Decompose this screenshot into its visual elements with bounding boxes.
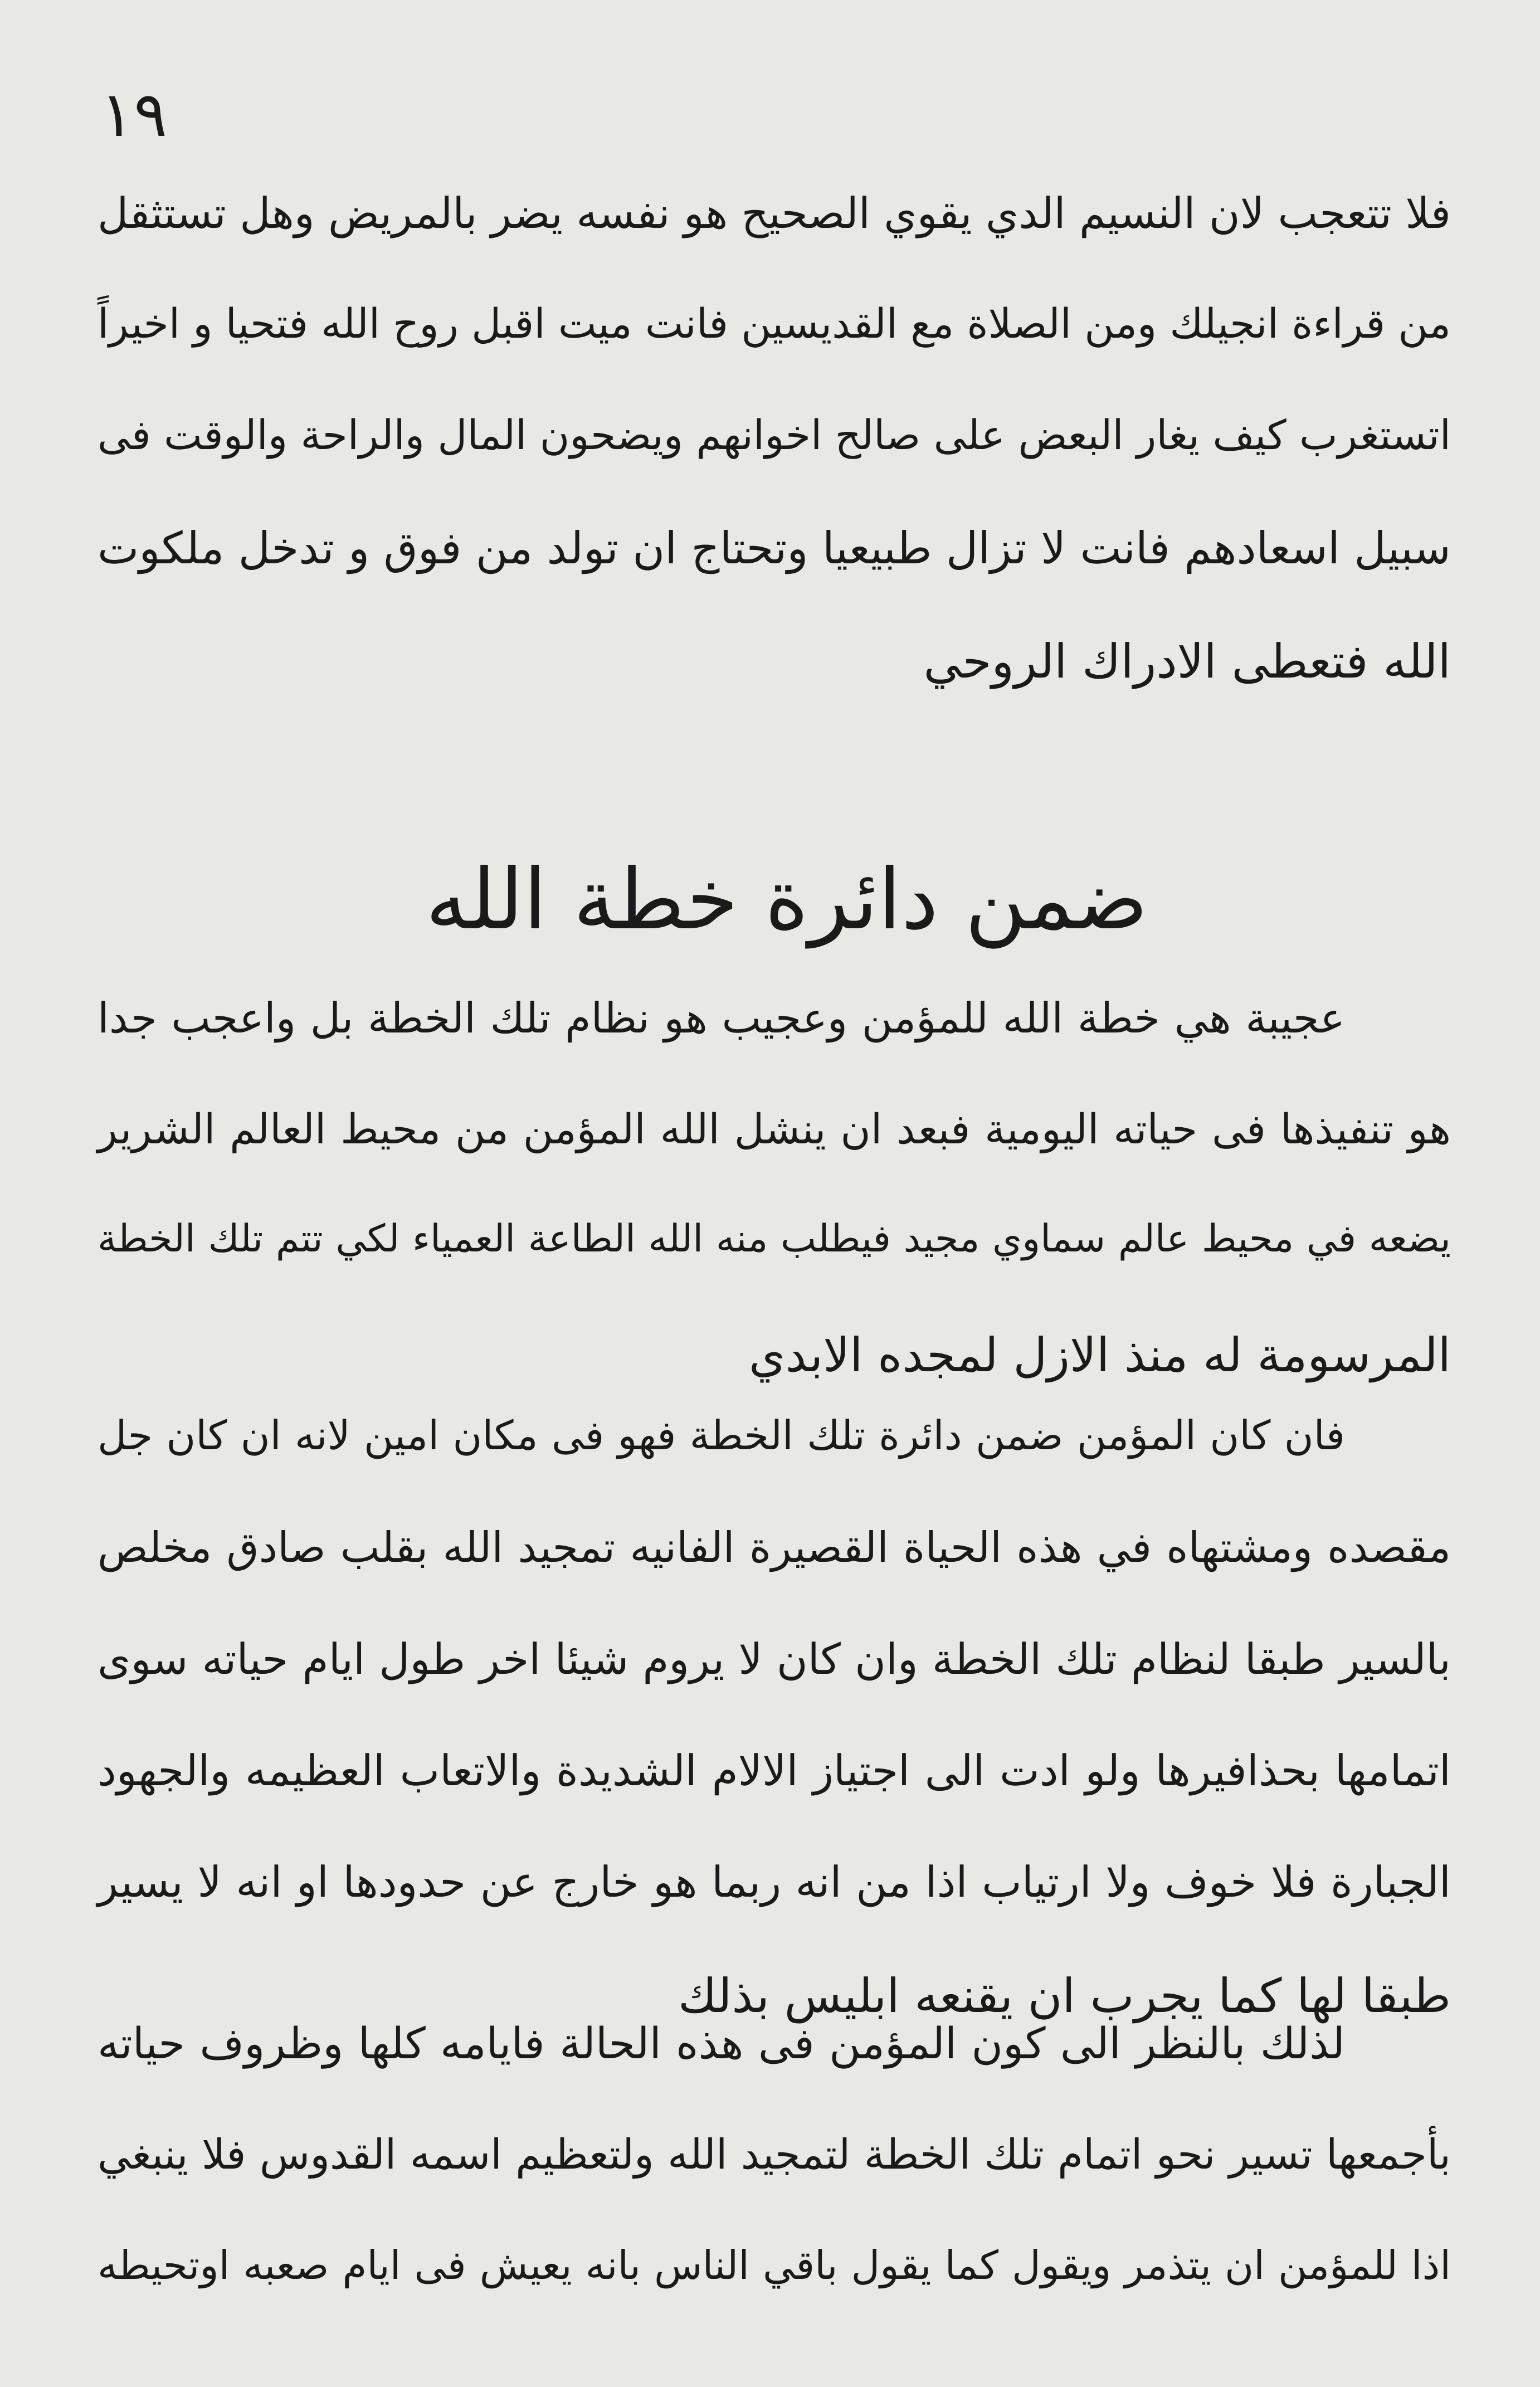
text-line: لذلك بالنظر الى كون المؤمن فى هذه الحالة فايامه كلها وظروف حياته — [98, 2019, 1345, 2069]
text-line: بأجمعها تسير نحو اتمام تلك الخطة لتمجيد الله ولتعظيم اسمه القدوس فلا ينبغي — [98, 2131, 1451, 2179]
text-line: مقصده ومشتهاه في هذه الحياة القصيرة الفانيه تمجيد الله بقلب صادق مخلص — [98, 1523, 1451, 1572]
text-line: يضعه في محيط عالم سماوي مجيد فيطلب منه الله الطاعة العمياء لكي تتم تلك الخطة — [98, 1217, 1451, 1261]
text-line: الله فتعطى الادراك الروحي — [923, 634, 1451, 689]
text-line: اتستغرب كيف يغار البعض على صالح اخوانهم ويضحون المال والراحة والوقت فى — [98, 412, 1451, 459]
text-line: من قراءة انجيلك ومن الصلاة مع القديسين فانت ميت اقبل روح الله فتحيا و اخيراً — [98, 300, 1451, 348]
text-line: الجبارة فلا خوف ولا ارتياب اذا من انه ربما هو خارج عن حدودها او انه لا يسير — [98, 1857, 1451, 1907]
text-line: بالسير طبقا لنظام تلك الخطة وان كان لا يروم شيئا اخر طول ايام حياته سوى — [98, 1634, 1451, 1684]
section-heading: ضمن دائرة خطة الله — [425, 851, 1148, 948]
text-line: سبيل اسعادهم فانت لا تزال طبيعيا وتحتاج ان تولد من فوق و تدخل ملكوت — [98, 523, 1451, 574]
text-line: المرسومة له منذ الازل لمجده الابدي — [749, 1328, 1451, 1382]
text-line: هو تنفيذها فى حياته اليومية فبعد ان ينشل الله المؤمن من محيط العالم الشرير — [98, 1105, 1451, 1153]
page-number: ١٩ — [100, 79, 168, 151]
text-line: اتمامها بحذافيرها ولو ادت الى اجتياز الالام الشديدة والاتعاب العظيمه والجهود — [98, 1746, 1451, 1795]
paragraph-top — [98, 188, 1451, 749]
text-line: اذا للمؤمن ان يتذمر ويقول كما يقول باقي الناس بانه يعيش فى ايام صعبه اوتحيطه — [98, 2242, 1451, 2288]
paragraph-2 — [98, 1412, 1451, 2084]
text-line: طبقا لها كما يجرب ان يقنعه ابليس بذلك — [678, 1969, 1451, 2023]
text-line: فلا تتعجب لان النسيم الدي يقوي الصحيح هو نفسه يضر بالمريض وهل تستثقل — [98, 188, 1451, 238]
text-line: فان كان المؤمن ضمن دائرة تلك الخطة فهو فى مكان امين لانه ان كان جل — [98, 1412, 1345, 1459]
paragraph-1 — [98, 993, 1451, 1443]
paragraph-3 — [98, 2019, 1451, 2357]
text-line: عجيبة هي خطة الله للمؤمن وعجيب هو نظام تلك الخطة بل واعجب جدا — [98, 993, 1345, 1043]
